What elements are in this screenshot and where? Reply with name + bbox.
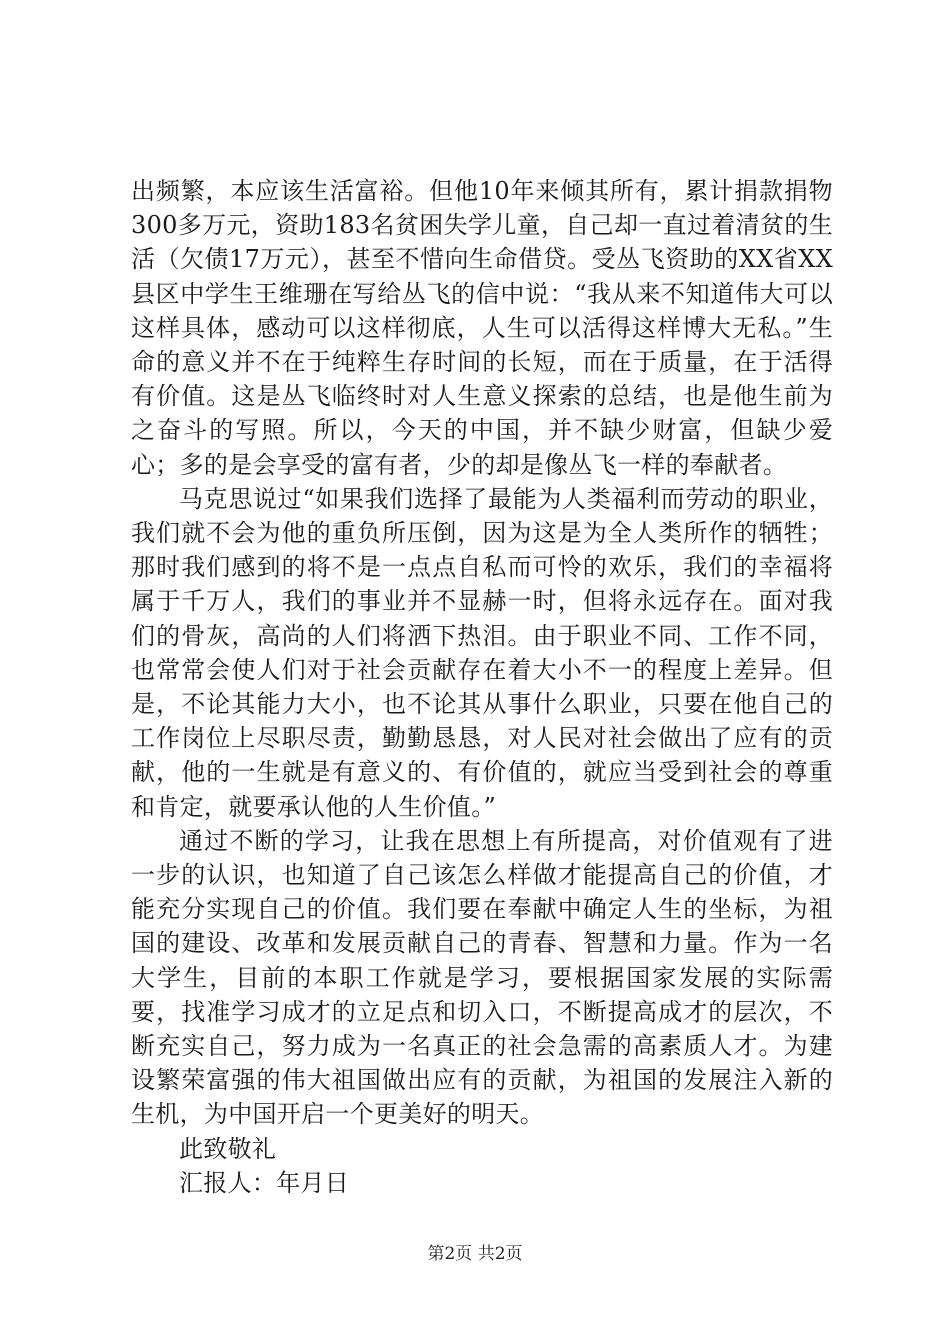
paragraph-3: 通过不断的学习，让我在思想上有所提高，对价值观有了进一步的认识，也知道了自己该怎么样做才能提高自己的价值，才能充分实现自己的价值。我们要在奉献中确定人生的坐标，为祖国的建设、改革和发展贡献自己的青春、智慧和力量。作为一名大学生，目前的本职工作就是学习，要根据国家发展的实际需要，找准学习成才的立足点和切入口，不断提高成才的层次，不断充实自己，努力成为一名真正的社会急需的高素质人才。为建设繁荣富强的伟大祖国做出应有的贡献，为祖国的发展注入新的生机，为中国开启一个更美好的明天。 [131,826,833,1129]
paragraph-2: 马克思说过“如果我们选择了最能为人类福利而劳动的职业，我们就不会为他的重负所压倒，因为这是为全人类所作的牺牲；那时我们感到的将不是一点点自私而可怜的欢乐，我们的幸福将属于千万人，我们的事业并不显赫一时，但将永远存在。面对我们的骨灰，高尚的人们将洒下热泪。由于职业不同、工作不同，也常常会使人们对于社会贡献存在着大小不一的程度上差异。但是，不论其能力大小，也不论其从事什么职业，只要在他自己的工作岗位上尽职尽责，勤勤恳恳，对人民对社会做出了应有的贡献，他的一生就是有意义的、有价值的，就应当受到社会的尊重和肯定，就要承认他的人生价值。” [131,484,833,821]
page-number: 第2页 共2页 [427,1244,523,1264]
closing-salutation: 此致敬礼 [179,1134,277,1163]
page-footer [0,1243,950,1265]
signature-line: 汇报人：年月日 [179,1168,350,1197]
document-body [131,174,833,1200]
paragraph-1: 出频繁，本应该生活富裕。但他10年来倾其所有，累计捐款捐物300多万元，资助183名贫困失学儿童，自己却一直过着清贫的生活（欠债17万元），甚至不惜向生命借贷。受丛飞资助的XX省XX县区中学生王维珊在写给丛飞的信中说：“我从来不知道伟大可以这样具体，感动可以这样彻底，人生可以活得这样博大无私。”生命的意义并不在于纯粹生存时间的长短，而在于质量，在于活得有价值。这是丛飞临终时对人生意义探索的总结，也是他生前为之奋斗的写照。所以，今天的中国，并不缺少财富，但缺少爱心；多的是会享受的富有者，少的却是像丛飞一样的奉献者。 [131,177,833,479]
